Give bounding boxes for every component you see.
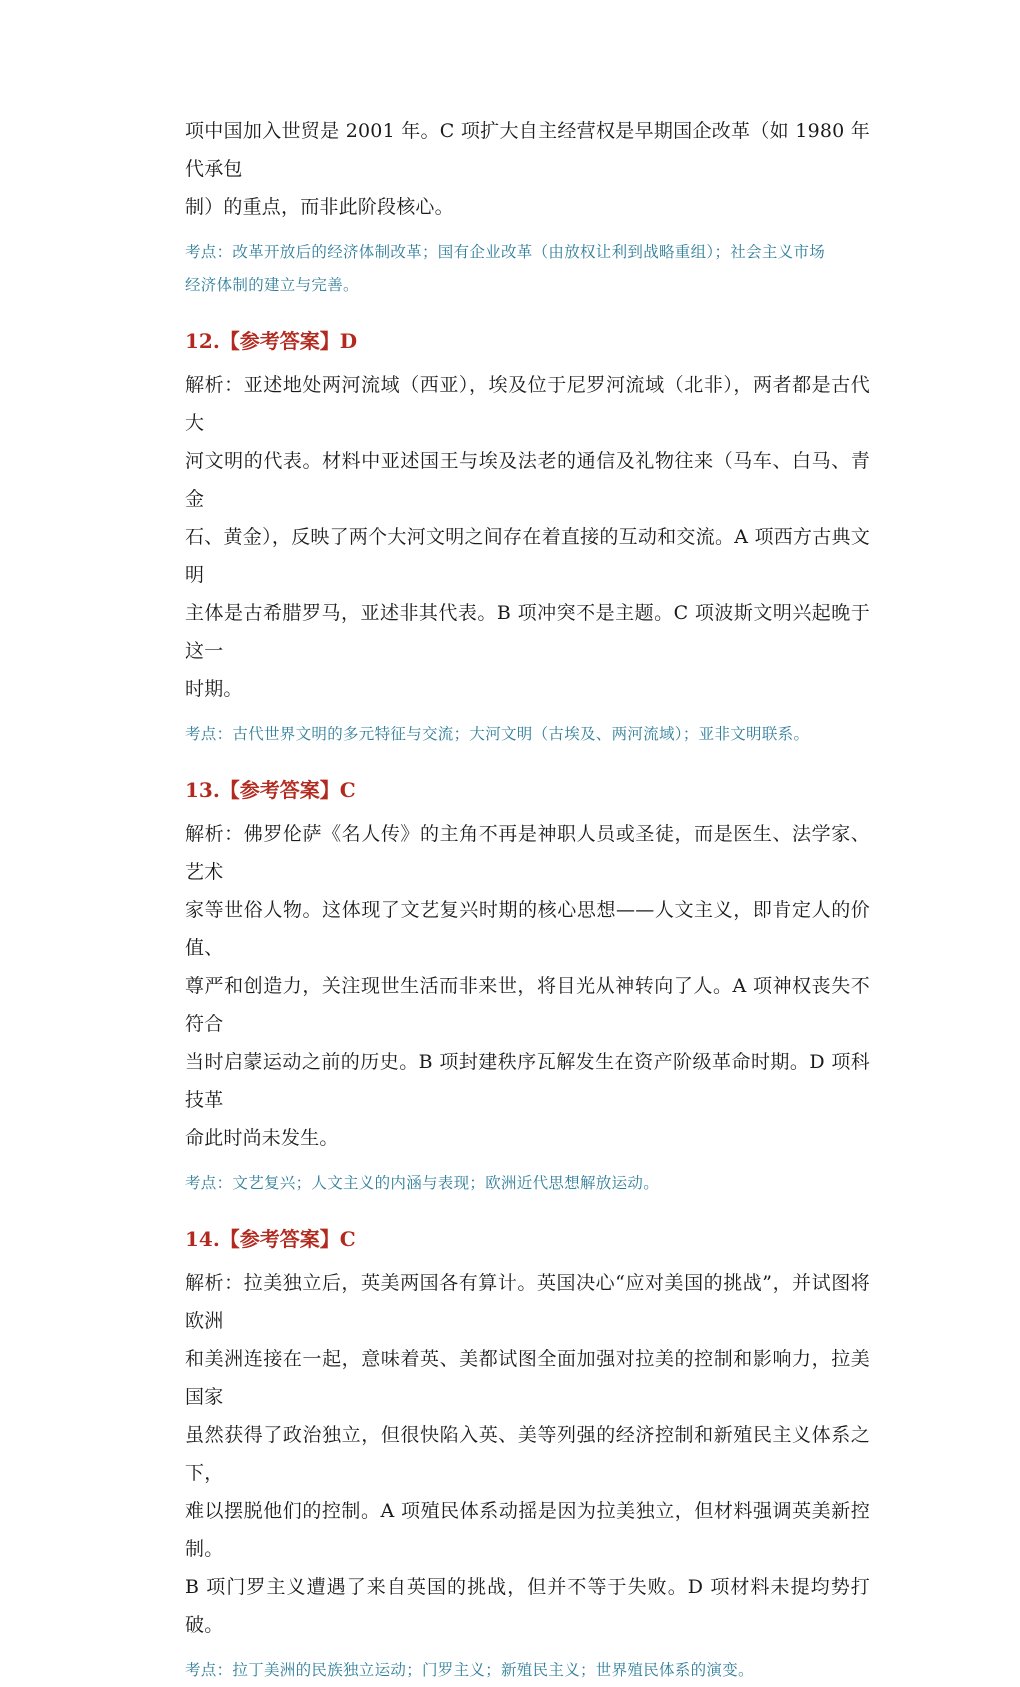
analysis-line: 河文明的代表。材料中亚述国王与埃及法老的通信及礼物往来（马车、白马、青金 — [185, 450, 870, 510]
kaodian-line: 考点：文艺复兴；人文主义的内涵与表现；欧洲近代思想解放运动。 — [185, 1174, 660, 1192]
answer-heading: 14.【参考答案】C — [185, 1227, 356, 1251]
analysis-line: 难以摆脱他们的控制。A 项殖民体系动摇是因为拉美独立，但材料强调英美新控制。 — [185, 1500, 870, 1560]
analysis-line: 制）的重点，而非此阶段核心。 — [185, 196, 454, 218]
section-q12 — [185, 324, 870, 751]
kaodian-paragraph — [185, 236, 870, 302]
kaodian-paragraph — [185, 1167, 870, 1200]
section-q14 — [185, 1222, 870, 1687]
kaodian-line: 考点：拉丁美洲的民族独立运动；门罗主义；新殖民主义；世界殖民体系的演变。 — [185, 1661, 754, 1679]
analysis-paragraph — [185, 366, 870, 708]
section-q13 — [185, 773, 870, 1200]
kaodian-line: 考点：古代世界文明的多元特征与交流；大河文明（古埃及、两河流域）；亚非文明联系。 — [185, 725, 810, 743]
analysis-line: 项中国加入世贸是 2001 年。C 项扩大自主经营权是早期国企改革（如 1980 年代承包 — [185, 120, 870, 180]
analysis-paragraph — [185, 815, 870, 1157]
kaodian-paragraph — [185, 1654, 870, 1687]
kaodian-line: 考点：改革开放后的经济体制改革；国有企业改革（由放权让利到战略重组）；社会主义市场 — [185, 243, 826, 261]
analysis-line: 当时启蒙运动之前的历史。B 项封建秩序瓦解发生在资产阶级革命时期。D 项科技革 — [185, 1051, 870, 1111]
analysis-paragraph — [185, 112, 870, 226]
analysis-line: 解析：亚述地处两河流域（西亚），埃及位于尼罗河流域（北非），两者都是古代大 — [185, 374, 870, 434]
answer-heading: 13.【参考答案】C — [185, 778, 356, 802]
analysis-line: 尊严和创造力，关注现世生活而非来世，将目光从神转向了人。A 项神权丧失不符合 — [185, 975, 870, 1035]
analysis-line: 和美洲连接在一起，意味着英、美都试图全面加强对拉美的控制和影响力，拉美国家 — [185, 1348, 870, 1408]
answer-heading: 12.【参考答案】D — [185, 329, 358, 353]
analysis-line: 虽然获得了政治独立，但很快陷入英、美等列强的经济控制和新殖民主义体系之下， — [185, 1424, 870, 1484]
kaodian-paragraph — [185, 718, 870, 751]
analysis-line: B 项门罗主义遭遇了来自英国的挑战，但并不等于失败。D 项材料未提均势打破。 — [185, 1576, 870, 1636]
analysis-paragraph — [185, 1264, 870, 1644]
analysis-line: 家等世俗人物。这体现了文艺复兴时期的核心思想——人文主义，即肯定人的价值、 — [185, 899, 870, 959]
analysis-line: 石、黄金），反映了两个大河文明之间存在着直接的互动和交流。A 项西方古典文明 — [185, 526, 870, 586]
analysis-line: 时期。 — [185, 678, 243, 700]
analysis-line: 命此时尚未发生。 — [185, 1127, 339, 1149]
analysis-line: 主体是古希腊罗马，亚述非其代表。B 项冲突不是主题。C 项波斯文明兴起晚于这一 — [185, 602, 870, 662]
answer-page — [185, 112, 870, 1687]
analysis-line: 解析：拉美独立后，英美两国各有算计。英国决心“应对美国的挑战”，并试图将欧洲 — [185, 1272, 870, 1332]
section-q11-tail — [185, 112, 870, 302]
analysis-line: 解析：佛罗伦萨《名人传》的主角不再是神职人员或圣徒，而是医生、法学家、艺术 — [185, 823, 870, 883]
kaodian-line: 经济体制的建立与完善。 — [185, 276, 359, 294]
